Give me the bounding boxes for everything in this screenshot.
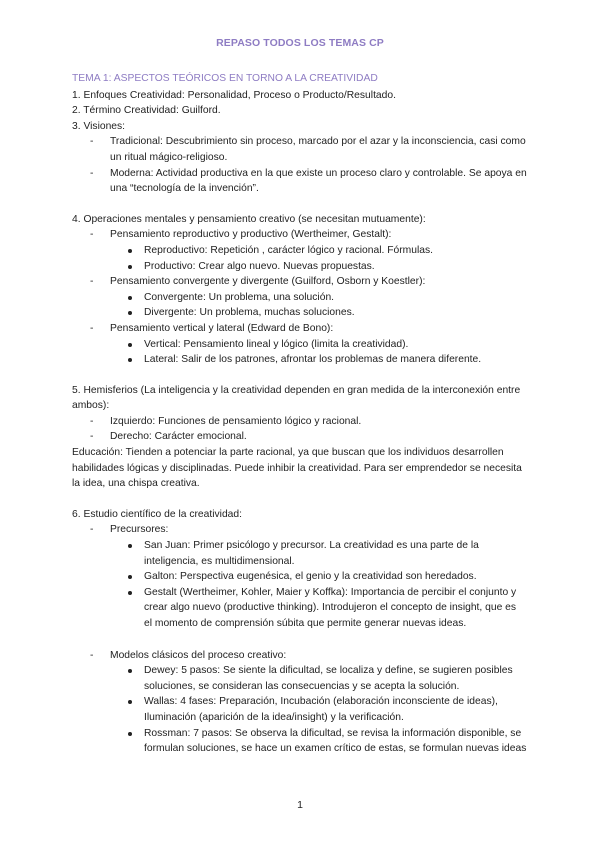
- educacion-paragraph: la idea, una chispa creativa.: [72, 478, 200, 490]
- operaciones-heading: 4. Operaciones mentales y pensamiento creativo (se necesitan mutuamente):: [72, 213, 426, 225]
- list-item: - Tradicional: Descubrimiento sin proceso, marcado por el azar y la inconsciencia, casi como un ritual mágico-religioso.: [90, 136, 526, 163]
- bullet-dot: [128, 669, 132, 673]
- page-number: 1: [297, 799, 303, 811]
- bullet-dot: [128, 296, 132, 300]
- list-item: - Derecho: Carácter emocional.: [72, 429, 530, 445]
- enfoques-line: 1. Enfoques Creatividad: Personalidad, Proceso o Producto/Resultado.: [72, 89, 396, 101]
- dash-marker: -: [90, 167, 94, 179]
- document-title: REPASO TODOS LOS TEMAS CP: [216, 37, 384, 49]
- termino-line: 2. Término Creatividad: Guilford.: [72, 105, 221, 117]
- hemisferios-heading: 5. Hemisferios (La inteligencia y la creatividad dependen en gran medida de la interconexión entre: [72, 384, 521, 396]
- educacion-paragraph: habilidades lógicas y disciplinadas. Puede inhibir la creatividad. Para ser emprendedor se necesita: [72, 462, 522, 474]
- bullet-item: Gestalt (Wertheimer, Kohler, Maier y Koffka): Importancia de percibir el conjunto y crear algo nuevo (productive thinking). Introdujeron el concepto de insight, que es el momento de comprensión súbita que permite generar nuevas ideas.: [72, 585, 530, 632]
- bullet-item: Wallas: 4 fases: Preparación, Incubación (elaboración inconsciente de ideas), Iluminación (aparición de la idea/insight) y la verificación.: [72, 694, 530, 725]
- bullet-item: Rossman: 7 pasos: Se observa la dificultad, se revisa la información disponible, se formulan soluciones, se hace un examen crítico de estas, se formulan nuevas ideas: [72, 726, 530, 757]
- estudio-heading: 6. Estudio científico de la creatividad:: [72, 508, 242, 520]
- list-item: - Pensamiento vertical y lateral (Edward de Bono):: [72, 321, 530, 337]
- bullet-item: Divergente: Un problema, muchas soluciones.: [72, 305, 530, 321]
- dash-marker: -: [90, 431, 94, 443]
- bullet-item: Convergente: Un problema, una solución.: [72, 290, 530, 306]
- bullet-dot: [128, 544, 132, 548]
- document-body: [72, 71, 530, 757]
- dash-marker: -: [90, 524, 94, 536]
- visiones-heading: 3. Visiones:: [72, 120, 126, 132]
- list-item: - Modelos clásicos del proceso creativo:: [72, 648, 530, 664]
- bullet-dot: [128, 575, 132, 579]
- dash-marker: -: [90, 649, 94, 661]
- list-item: - Izquierdo: Funciones de pensamiento lógico y racional.: [72, 414, 530, 430]
- bullet-item: Productivo: Crear algo nuevo. Nuevas propuestas.: [72, 259, 530, 275]
- bullet-dot: [128, 311, 132, 315]
- bullet-dot: [128, 358, 132, 362]
- bullet-item: Lateral: Salir de los patrones, afrontar los problemas de manera diferente.: [72, 352, 530, 368]
- bullet-dot: [128, 732, 132, 736]
- list-item: - Pensamiento convergente y divergente (Guilford, Osborn y Koestler):: [72, 274, 530, 290]
- list-item: - Pensamiento reproductivo y productivo (Wertheimer, Gestalt):: [72, 227, 530, 243]
- bullet-dot: [128, 343, 132, 347]
- list-item: - Moderna: Actividad productiva en la que existe un proceso claro y controlable. Se apoya en una “tecnología de la invención”.: [90, 167, 527, 195]
- section-title: TEMA 1: ASPECTOS TEÓRICOS EN TORNO A LA CREATIVIDAD: [72, 73, 378, 84]
- dash-marker: -: [90, 136, 94, 148]
- educacion-paragraph: Educación: Tienden a potenciar la parte racional, ya que buscan que los individuos desarrollen: [72, 447, 504, 459]
- bullet-dot: [128, 265, 132, 269]
- dash-marker: -: [90, 229, 94, 241]
- bullet-item: Vertical: Pensamiento lineal y lógico (limita la creatividad).: [72, 337, 530, 353]
- bullet-item: Dewey: 5 pasos: Se siente la dificultad, se localiza y define, se sugieren posibles soluciones, se consideran las consecuencias y se acepta la solución.: [72, 663, 530, 694]
- hemisferios-heading-cont: ambos):: [72, 400, 110, 412]
- dash-marker: -: [90, 276, 94, 288]
- bullet-dot: [128, 249, 132, 253]
- dash-marker: -: [90, 415, 94, 427]
- bullet-item: Galton: Perspectiva eugenésica, el genio y la creatividad son heredados.: [72, 569, 530, 585]
- bullet-dot: [128, 591, 132, 595]
- list-item: - Precursores:: [72, 522, 530, 538]
- bullet-item: San Juan: Primer psicólogo y precursor. La creatividad es una parte de la inteligencia, es multidimensional.: [72, 538, 530, 569]
- dash-marker: -: [90, 322, 94, 334]
- bullet-dot: [128, 700, 132, 704]
- bullet-item: Reproductivo: Repetición , carácter lógico y racional. Fórmulas.: [72, 243, 530, 259]
